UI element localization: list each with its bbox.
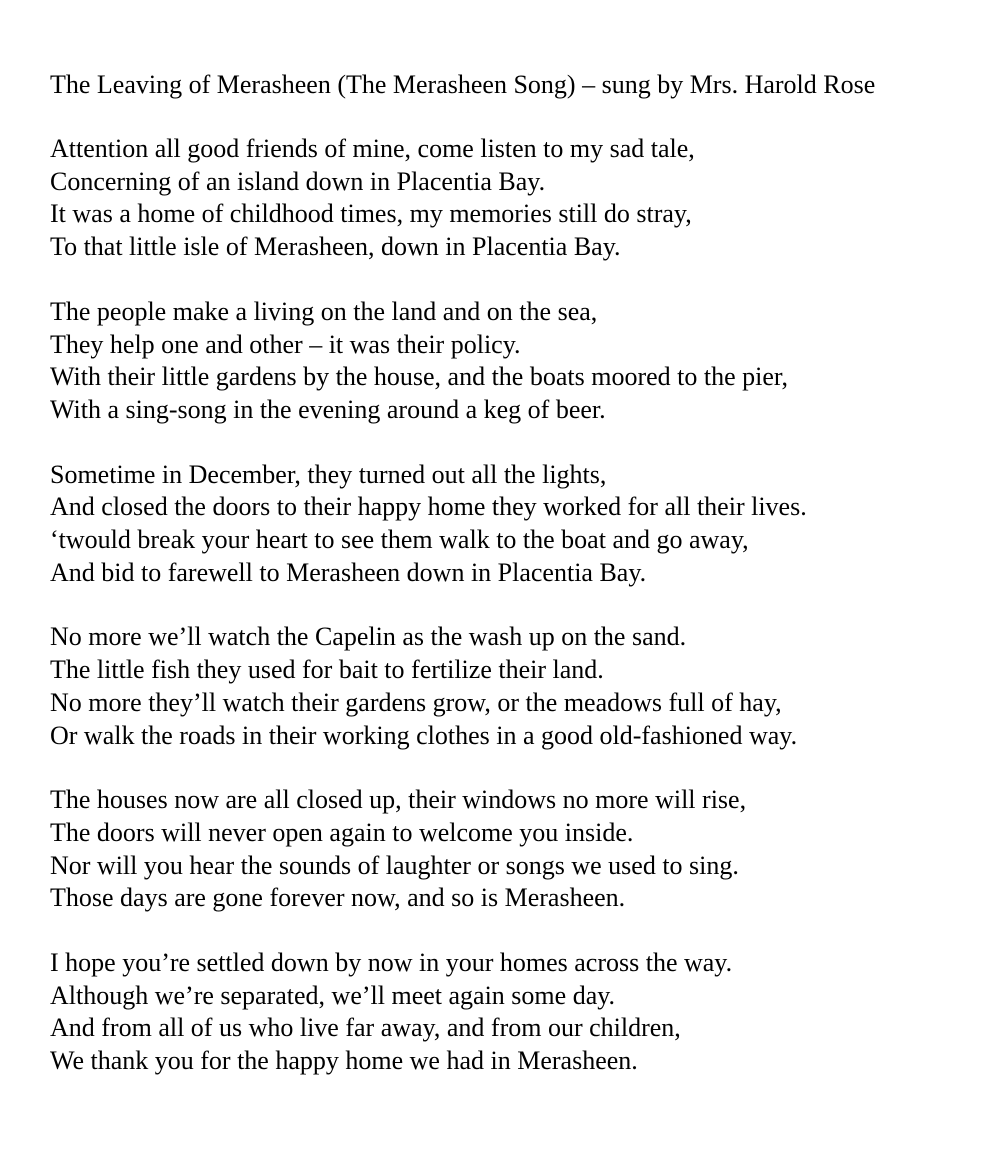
stanza-5 — [50, 784, 980, 915]
verse-line: With their little gardens by the house, and the boats moored to the pier, — [50, 362, 789, 392]
stanza-6 — [50, 947, 980, 1078]
verse-line: No more they’ll watch their gardens grow, or the meadows full of hay, — [50, 687, 782, 717]
verse-line: With a sing-song in the evening around a keg of beer. — [50, 394, 606, 424]
verse-line: Attention all good friends of mine, come listen to my sad tale, — [50, 134, 695, 163]
verse-line: Those days are gone forever now, and so is Merasheen. — [50, 883, 626, 913]
verse-line: Although we’re separated, we’ll meet again some day. — [50, 980, 616, 1010]
verse-line: They help one and other – it was their policy. — [50, 329, 521, 359]
document-page — [50, 68, 980, 1078]
verse-line: The people make a living on the land and on the sea, — [50, 296, 598, 326]
verse-line: Sometime in December, they turned out all the lights, — [50, 459, 607, 489]
verse-line: Or walk the roads in their working clothes in a good old-fashioned way. — [50, 720, 798, 750]
verse-line: To that little isle of Merasheen, down in Placentia Bay. — [50, 232, 621, 262]
verse-line: The houses now are all closed up, their windows no more will rise, — [50, 785, 747, 815]
song-title: The Leaving of Merasheen (The Merasheen Song) – sung by Mrs. Harold Rose — [50, 70, 876, 99]
stanza-2 — [50, 296, 980, 427]
verse-line: ‘twould break your heart to see them walk to the boat and go away, — [50, 525, 749, 555]
stanza-1 — [50, 133, 980, 264]
verse-line: And closed the doors to their happy home they worked for all their lives. — [50, 492, 807, 522]
verse-line: And bid to farewell to Merasheen down in Placentia Bay. — [50, 557, 647, 587]
verse-line: We thank you for the happy home we had in Merasheen. — [50, 1046, 638, 1076]
stanza-3 — [50, 459, 980, 590]
verse-line: The little fish they used for bait to fertilize their land. — [50, 655, 604, 685]
verse-line: And from all of us who live far away, and from our children, — [50, 1013, 681, 1043]
verse-line: Concerning of an island down in Placentia Bay. — [50, 166, 546, 196]
stanza-4 — [50, 621, 980, 752]
verse-line: No more we’ll watch the Capelin as the wash up on the sand. — [50, 622, 687, 652]
verse-line: Nor will you hear the sounds of laughter or songs we used to sing. — [50, 850, 739, 880]
verse-line: It was a home of childhood times, my memories still do stray, — [50, 199, 692, 229]
verse-line: The doors will never open again to welcome you inside. — [50, 817, 634, 847]
verse-line: I hope you’re settled down by now in your homes across the way. — [50, 948, 733, 978]
